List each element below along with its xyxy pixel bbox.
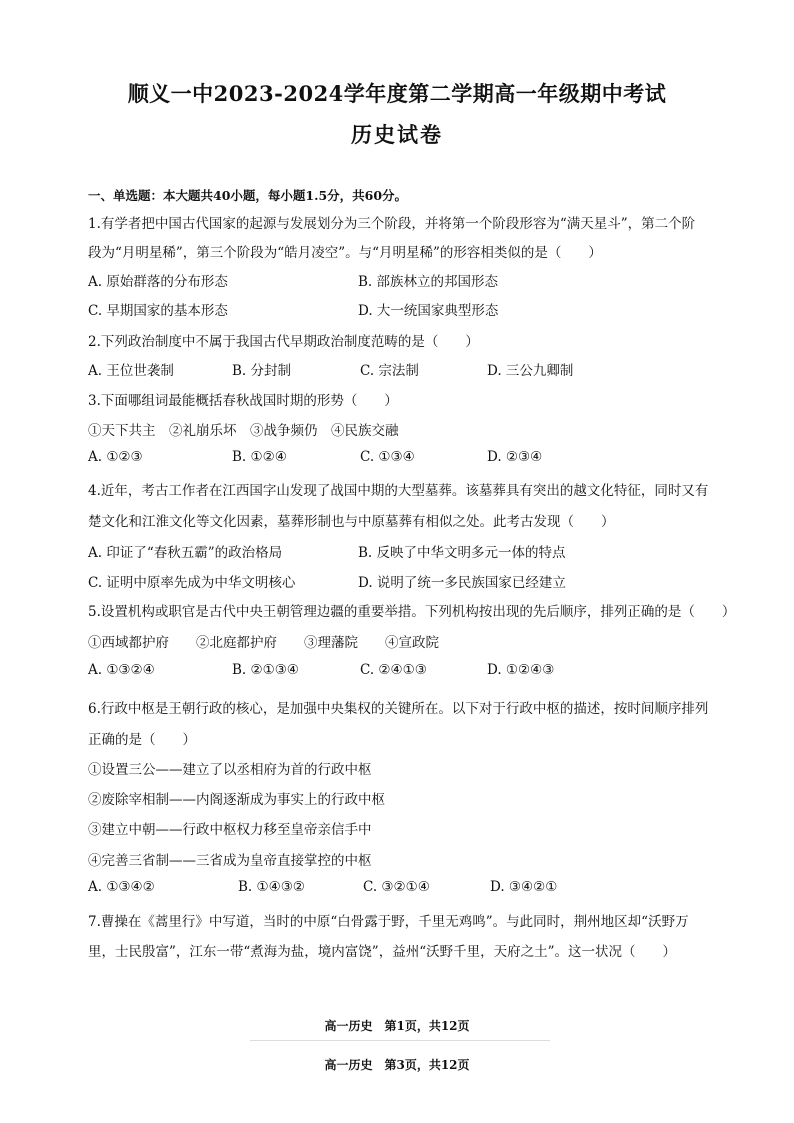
q6-item-3: ③建立中朝——行政中枢权力移至皇帝亲信手中: [88, 822, 372, 838]
q1-stem-line1: 1.有学者把中国古代国家的起源与发展划分为三个阶段，并将第一个阶段形容为“满天星斗”，第二个阶: [88, 216, 696, 232]
q4-option-c: C. 证明中原率先成为中华文明核心: [88, 575, 296, 591]
q6-stem-line2: 正确的是（ ）: [88, 732, 196, 748]
q2-option-a: A. 王位世袭制: [88, 363, 174, 379]
q6-option-c: C. ③②①④: [363, 879, 430, 895]
q5-option-b: B. ②①③④: [232, 662, 299, 678]
exam-title: 顺义一中2023-2024学年度第二学期高一年级期中考试: [127, 81, 667, 106]
q4-option-a: A. 印证了“春秋五霸”的政治格局: [88, 545, 283, 561]
q6-item-2: ②废除宰相制——内阁逐渐成为事实上的行政中枢: [88, 792, 385, 808]
q6-item-1: ①设置三公——建立了以丞相府为首的行政中枢: [88, 762, 372, 778]
footer-divider: [250, 1040, 550, 1041]
q4-option-d: D. 说明了统一多民族国家已经建立: [358, 575, 566, 591]
q6-item-4: ④完善三省制——三省成为皇帝直接掌控的中枢: [88, 853, 372, 869]
q1-option-c: C. 早期国家的基本形态: [88, 303, 228, 319]
q1-option-b: B. 部族林立的邦国形态: [358, 274, 499, 290]
q4-option-b: B. 反映了中华文明多元一体的特点: [358, 545, 566, 561]
page-footer-primary: 高一历史 第1页，共12页: [324, 1019, 470, 1033]
q3-option-d: D. ②③④: [487, 449, 543, 465]
section-heading: 一、单选题：本大题共40小题，每小题1.5分，共60分。: [88, 188, 408, 203]
q2-stem: 2.下列政治制度中不属于我国古代早期政治制度范畴的是（ ）: [88, 334, 479, 350]
q7-stem-line1: 7.曹操在《蒿里行》中写道，当时的中原“白骨露于野，千里无鸡鸣”。与此同时，荆州地区却“沃野万: [88, 914, 689, 930]
q6-option-a: A. ①③④②: [88, 879, 155, 895]
q3-option-a: A. ①②③: [88, 449, 143, 465]
q3-option-c: C. ①③④: [360, 449, 415, 465]
q3-option-b: B. ①②④: [232, 449, 287, 465]
q7-stem-line2: 里，士民殷富”，江东一带“煮海为盐，境内富饶”，益州“沃野千里，天府之土”。这一状况（ ）: [88, 944, 677, 960]
q1-stem-line2: 段为“月明星稀”，第三个阶段为“皓月凌空”。与“月明星稀”的形容相类似的是（ ）: [88, 245, 602, 261]
q4-stem-line1: 4.近年，考古工作者在江西国字山发现了战国中期的大型墓葬。该墓葬具有突出的越文化特征，同时又有: [88, 483, 709, 499]
q5-option-d: D. ①②④③: [487, 662, 555, 678]
page-footer-secondary: 高一历史 第3页，共12页: [324, 1058, 470, 1072]
q6-stem-line1: 6.行政中枢是王朝行政的核心，是加强中央集权的关键所在。以下对于行政中枢的描述，按时间顺序排列: [88, 701, 709, 717]
q1-option-a: A. 原始群落的分布形态: [88, 274, 228, 290]
q5-items: ①西域都护府 ②北庭都护府 ③理藩院 ④宣政院: [88, 635, 439, 651]
q6-option-d: D. ③④②①: [490, 879, 558, 895]
q1-option-d: D. 大一统国家典型形态: [358, 303, 499, 319]
q5-option-c: C. ②④①③: [360, 662, 427, 678]
q3-items: ①天下共主 ②礼崩乐坏 ③战争频仍 ④民族交融: [88, 423, 399, 439]
q2-option-d: D. 三公九卿制: [487, 363, 574, 379]
q6-option-b: B. ①④③②: [238, 879, 305, 895]
q2-option-b: B. 分封制: [232, 363, 292, 379]
q4-stem-line2: 楚文化和江淮文化等文化因素，墓葬形制也与中原墓葬有相似之处。此考古发现（ ）: [88, 514, 615, 530]
exam-subtitle: 历史试卷: [351, 122, 443, 147]
q2-option-c: C. 宗法制: [360, 363, 419, 379]
q5-stem: 5.设置机构或职官是古代中央王朝管理边疆的重要举措。下列机构按出现的先后顺序，排列正确的是（ ）: [88, 604, 736, 620]
q3-stem: 3.下面哪组词最能概括春秋战国时期的形势（ ）: [88, 393, 398, 409]
q5-option-a: A. ①③②④: [88, 662, 155, 678]
